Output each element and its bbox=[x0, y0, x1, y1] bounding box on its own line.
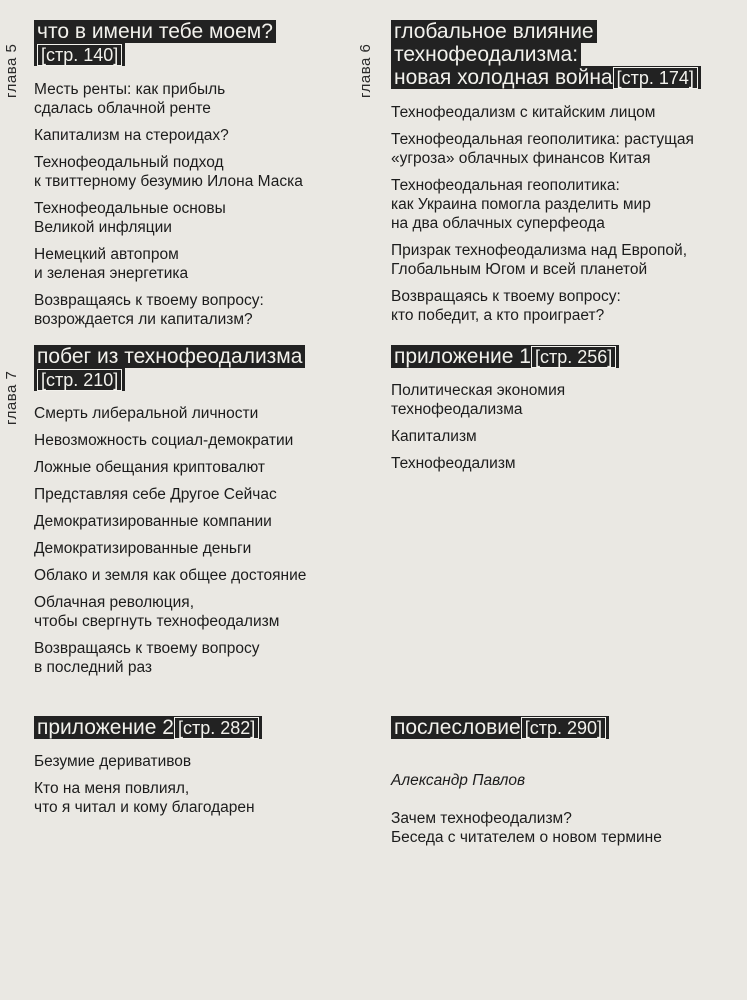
toc-entry bbox=[391, 752, 731, 847]
chapter-title-line bbox=[391, 716, 609, 739]
chapter-6-items bbox=[391, 103, 741, 325]
toc-entry: Технофеодальный подход к твиттерному безумию Илона Маска bbox=[34, 154, 303, 190]
toc-entry: Капитализм bbox=[391, 428, 477, 445]
toc-entry: Невозможность социал-демократии bbox=[34, 432, 294, 449]
toc-entry: Демократизированные компании bbox=[34, 513, 272, 530]
afterword-section bbox=[391, 716, 731, 847]
chapter-5-items bbox=[34, 80, 354, 329]
chapter-title-text: послесловие bbox=[394, 716, 521, 739]
chapter-5-title bbox=[34, 20, 354, 66]
chapter-7-title bbox=[34, 345, 364, 391]
chapter-7-section bbox=[34, 345, 364, 685]
page-ref: [стр. 282] bbox=[174, 717, 259, 739]
toc-entry: Демократизированные деньги bbox=[34, 540, 252, 557]
appendix-2-title bbox=[34, 716, 364, 739]
toc-entry: Немецкий автопром и зеленая энергетика bbox=[34, 246, 189, 282]
chapter-title-text: новая холодная война bbox=[394, 66, 613, 89]
appendix-1-section bbox=[391, 345, 731, 481]
author-name: Александр Павлов bbox=[391, 772, 526, 789]
toc-entry: Технофеодализм bbox=[391, 455, 516, 472]
toc-entry: Технофеодальная геополитика: растущая «угроза» облачных финансов Китая bbox=[391, 131, 694, 167]
chapter-title-line bbox=[34, 43, 125, 66]
chapter-6-title bbox=[391, 20, 741, 89]
toc-entry: Возвращаясь к твоему вопросу: возрождается ли капитализм? bbox=[34, 292, 264, 328]
toc-entry: Возвращаясь к твоему вопросу: кто победит, а кто проиграет? bbox=[391, 288, 621, 324]
page-ref: [стр. 140] bbox=[37, 44, 122, 66]
chapter-title-line: глобальное влияние bbox=[391, 20, 597, 43]
chapter-6-label: глава 6 bbox=[357, 43, 374, 98]
toc-entry: Кто на меня повлиял, что я читал и кому благодарен bbox=[34, 780, 255, 816]
chapter-title-line bbox=[34, 368, 125, 391]
toc-entry: Технофеодализм с китайским лицом bbox=[391, 104, 656, 121]
appendix-2-items bbox=[34, 752, 364, 817]
appendix-1-items bbox=[391, 381, 731, 473]
toc-entry: Представляя себе Другое Сейчас bbox=[34, 486, 277, 503]
chapter-title-line: технофеодализма: bbox=[391, 43, 581, 66]
chapter-title-text: приложение 1 bbox=[394, 345, 531, 368]
toc-entry: Технофеодальная геополитика: как Украина помогла разделить мир на два облачных суперфеода bbox=[391, 177, 651, 232]
toc-entry: Технофеодальные основы Великой инфляции bbox=[34, 200, 226, 236]
chapter-5-section bbox=[34, 20, 354, 337]
chapter-title-line bbox=[391, 345, 619, 368]
chapter-7-items bbox=[34, 404, 364, 677]
chapter-title-line: что в имени тебе моем? bbox=[34, 20, 276, 43]
toc-entry: Политическая экономия технофеодализма bbox=[391, 382, 566, 418]
chapter-title-text: приложение 2 bbox=[37, 716, 174, 739]
toc-entry: Призрак технофеодализма над Европой, Глобальным Югом и всей планетой bbox=[391, 242, 688, 278]
chapter-6-section bbox=[391, 20, 741, 333]
chapter-title-line: побег из технофеодализма bbox=[34, 345, 305, 368]
afterword-text: Зачем технофеодализм? Беседа с читателем о новом термине bbox=[391, 810, 662, 846]
toc-entry: Смерть либеральной личности bbox=[34, 405, 259, 422]
toc-entry: Безумие деривативов bbox=[34, 753, 192, 770]
toc-entry: Облако и земля как общее достояние bbox=[34, 567, 307, 584]
afterword-items bbox=[391, 752, 731, 847]
toc-entry: Возвращаясь к твоему вопросу в последний раз bbox=[34, 640, 260, 676]
toc-entry: Капитализм на стероидах? bbox=[34, 127, 229, 144]
page-ref: [стр. 290] bbox=[521, 717, 606, 739]
chapter-title-line bbox=[391, 66, 701, 89]
page-ref: [стр. 174] bbox=[613, 67, 698, 89]
chapter-7-label: глава 7 bbox=[3, 370, 20, 425]
afterword-title bbox=[391, 716, 731, 739]
page-ref: [стр. 256] bbox=[531, 346, 616, 368]
appendix-1-title bbox=[391, 345, 731, 368]
toc-entry: Ложные обещания криптовалют bbox=[34, 459, 265, 476]
toc-entry: Месть ренты: как прибыль сдалась облачной ренте bbox=[34, 81, 226, 117]
page-ref: [стр. 210] bbox=[37, 369, 122, 391]
chapter-5-label: глава 5 bbox=[3, 43, 20, 98]
chapter-title-line bbox=[34, 716, 262, 739]
appendix-2-section bbox=[34, 716, 364, 825]
toc-entry: Облачная революция, чтобы свергнуть технофеодализм bbox=[34, 594, 280, 630]
